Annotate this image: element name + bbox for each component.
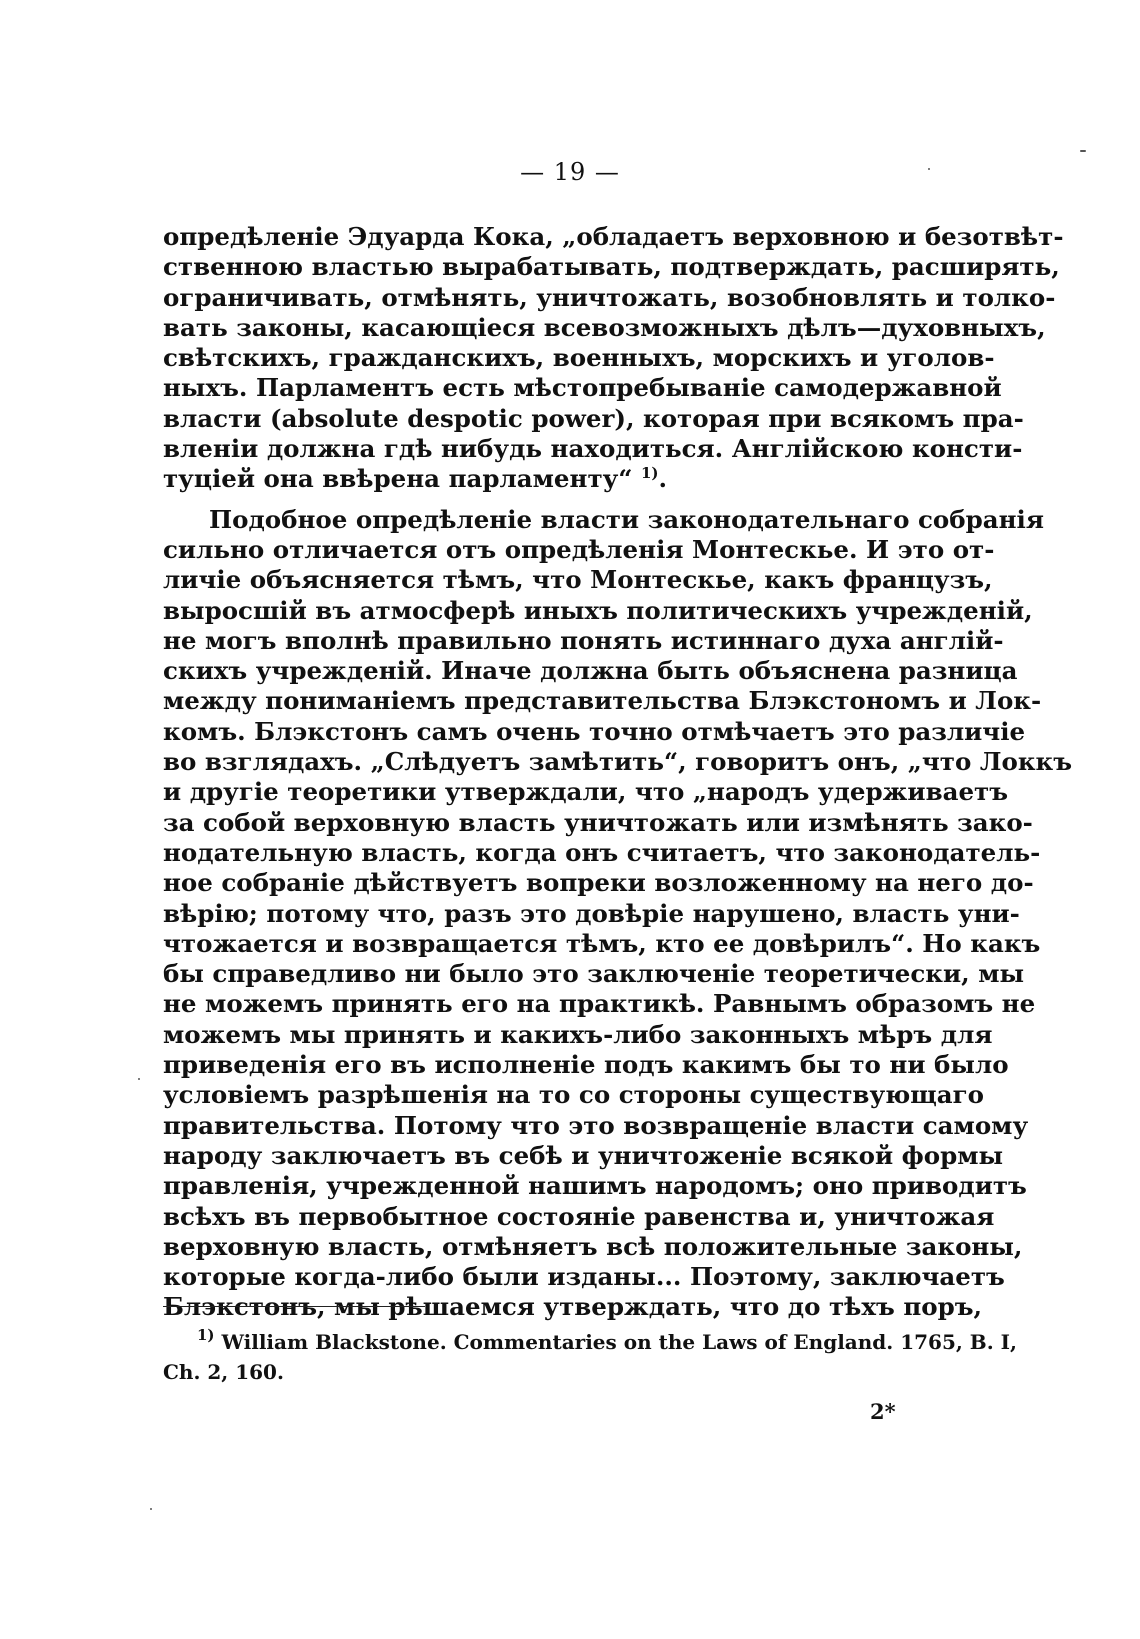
scan-speck: [138, 1078, 140, 1080]
text-line: выросшій въ атмосферѣ иныхъ политическихъ учрежденій,: [163, 595, 1033, 625]
text-line: комъ. Блэкстонъ самъ очень точно отмѣчаетъ это различіе: [163, 716, 1026, 746]
text-line: ограничивать, отмѣнять, уничтожать, возобновлять и толко-: [163, 282, 1056, 312]
page-number: — 19 —: [520, 158, 620, 186]
text-line: правленія, учрежденной нашимъ народомъ; оно приводитъ: [163, 1171, 1027, 1201]
text-line: личіе объясняется тѣмъ, что Монтескье, какъ французъ,: [163, 565, 993, 595]
footnote-reference: 1): [640, 464, 659, 483]
text-line: и другіе теоретики утверждали, что „народъ удерживаетъ: [163, 777, 1009, 807]
text-line: всѣхъ въ первобытное состояніе равенства и, уничтожая: [163, 1201, 995, 1231]
text-line: Подобное опредѣленіе власти законодательнаго собранія: [209, 504, 1044, 534]
text-line: верховную власть, отмѣняетъ всѣ положительные законы,: [163, 1231, 1023, 1261]
text-line: между пониманіемъ представительства Блэкстономъ и Лок-: [163, 686, 1042, 716]
scan-speck: [150, 1508, 152, 1510]
text-line: вленіи должна гдѣ нибудь находиться. Англійскою консти-: [163, 434, 1023, 464]
main-text: [163, 222, 1073, 1323]
text-line: скихъ учрежденій. Иначе должна быть объяснена разница: [163, 656, 1018, 686]
text-line: не можемъ принять его на практикѣ. Равнымъ образомъ не: [163, 989, 1036, 1019]
text-line: свѣтскихъ, гражданскихъ, военныхъ, морскихъ и уголов-: [163, 343, 995, 373]
text-line: правительства. Потому что это возвращеніе власти самому: [163, 1110, 1029, 1140]
paragraph-2: [163, 504, 1073, 1323]
text-line: можемъ мы принять и какихъ-либо законныхъ мѣръ для: [163, 1019, 993, 1049]
text-line-last: [163, 464, 963, 494]
footnote-rule: [163, 1306, 425, 1307]
text-line: приведенія его въ исполненіе подъ какимъ бы то ни было: [163, 1050, 1009, 1080]
text-line-content: туціей она ввѣрена парламенту“: [163, 464, 633, 494]
text-line: вѣрію; потому что, разъ это довѣріе нарушено, власть уни-: [163, 898, 1020, 928]
text-line: бы справедливо ни было это заключеніе теоретически, мы: [163, 959, 1025, 989]
text-line: вать законы, касающіеся всевозможныхъ дѣлъ—духовныхъ,: [163, 312, 1046, 342]
signature-mark: 2*: [870, 1399, 896, 1424]
footnote-line-1: [163, 1326, 1017, 1357]
footnote-marker: 1): [197, 1326, 215, 1344]
text-line: не могъ вполнѣ правильно понять истиннаго духа англій-: [163, 625, 1004, 655]
footnote: [163, 1326, 1017, 1387]
text-line: ственною властью вырабатывать, подтверждать, расширять,: [163, 252, 1060, 282]
text-line: ное собраніе дѣйствуетъ вопреки возложенному на него до-: [163, 868, 1034, 898]
text-line: условіемъ разрѣшенія на то со стороны существующаго: [163, 1080, 985, 1110]
text-line: во взглядахъ. „Слѣдуетъ замѣтить“, говоритъ онъ, „что Локкъ: [163, 747, 1073, 777]
text-line: чтожается и возвращается тѣмъ, кто ее довѣрилъ“. Но какъ: [163, 928, 1041, 958]
text-line: народу заключаетъ въ себѣ и уничтоженіе всякой формы: [163, 1140, 1004, 1170]
footnote-text: William Blackstone. Commentaries on the Laws of England. 1765, B. I,: [221, 1330, 1017, 1354]
paragraph-gap: [163, 495, 963, 505]
scan-speck: [1080, 150, 1086, 152]
text-line: нодательную власть, когда онъ считаетъ, что законодатель-: [163, 837, 1041, 867]
text-line-tail: .: [658, 464, 668, 494]
text-line: ныхъ. Парламентъ есть мѣстопребываніе самодержавной: [163, 373, 1002, 403]
text-line: Блэкстонъ, мы рѣшаемся утверждать, что до тѣхъ поръ,: [163, 1292, 983, 1322]
text-line: власти (absolute despotic power), которая при всякомъ пра-: [163, 403, 1024, 433]
text-line: которые когда-либо были изданы... Поэтому, заключаетъ: [163, 1262, 1005, 1292]
text-line: опредѣленіе Эдуарда Кока, „обладаетъ верховною и безотвѣт-: [163, 222, 1064, 251]
footnote-line-2: Ch. 2, 160.: [163, 1360, 284, 1384]
text-line: сильно отличается отъ опредѣленія Монтескье. И это от-: [163, 534, 995, 564]
scan-speck: [928, 168, 930, 170]
text-line: за собой верховную власть уничтожать или измѣнять зако-: [163, 807, 1033, 837]
paragraph-1: [163, 222, 1064, 495]
